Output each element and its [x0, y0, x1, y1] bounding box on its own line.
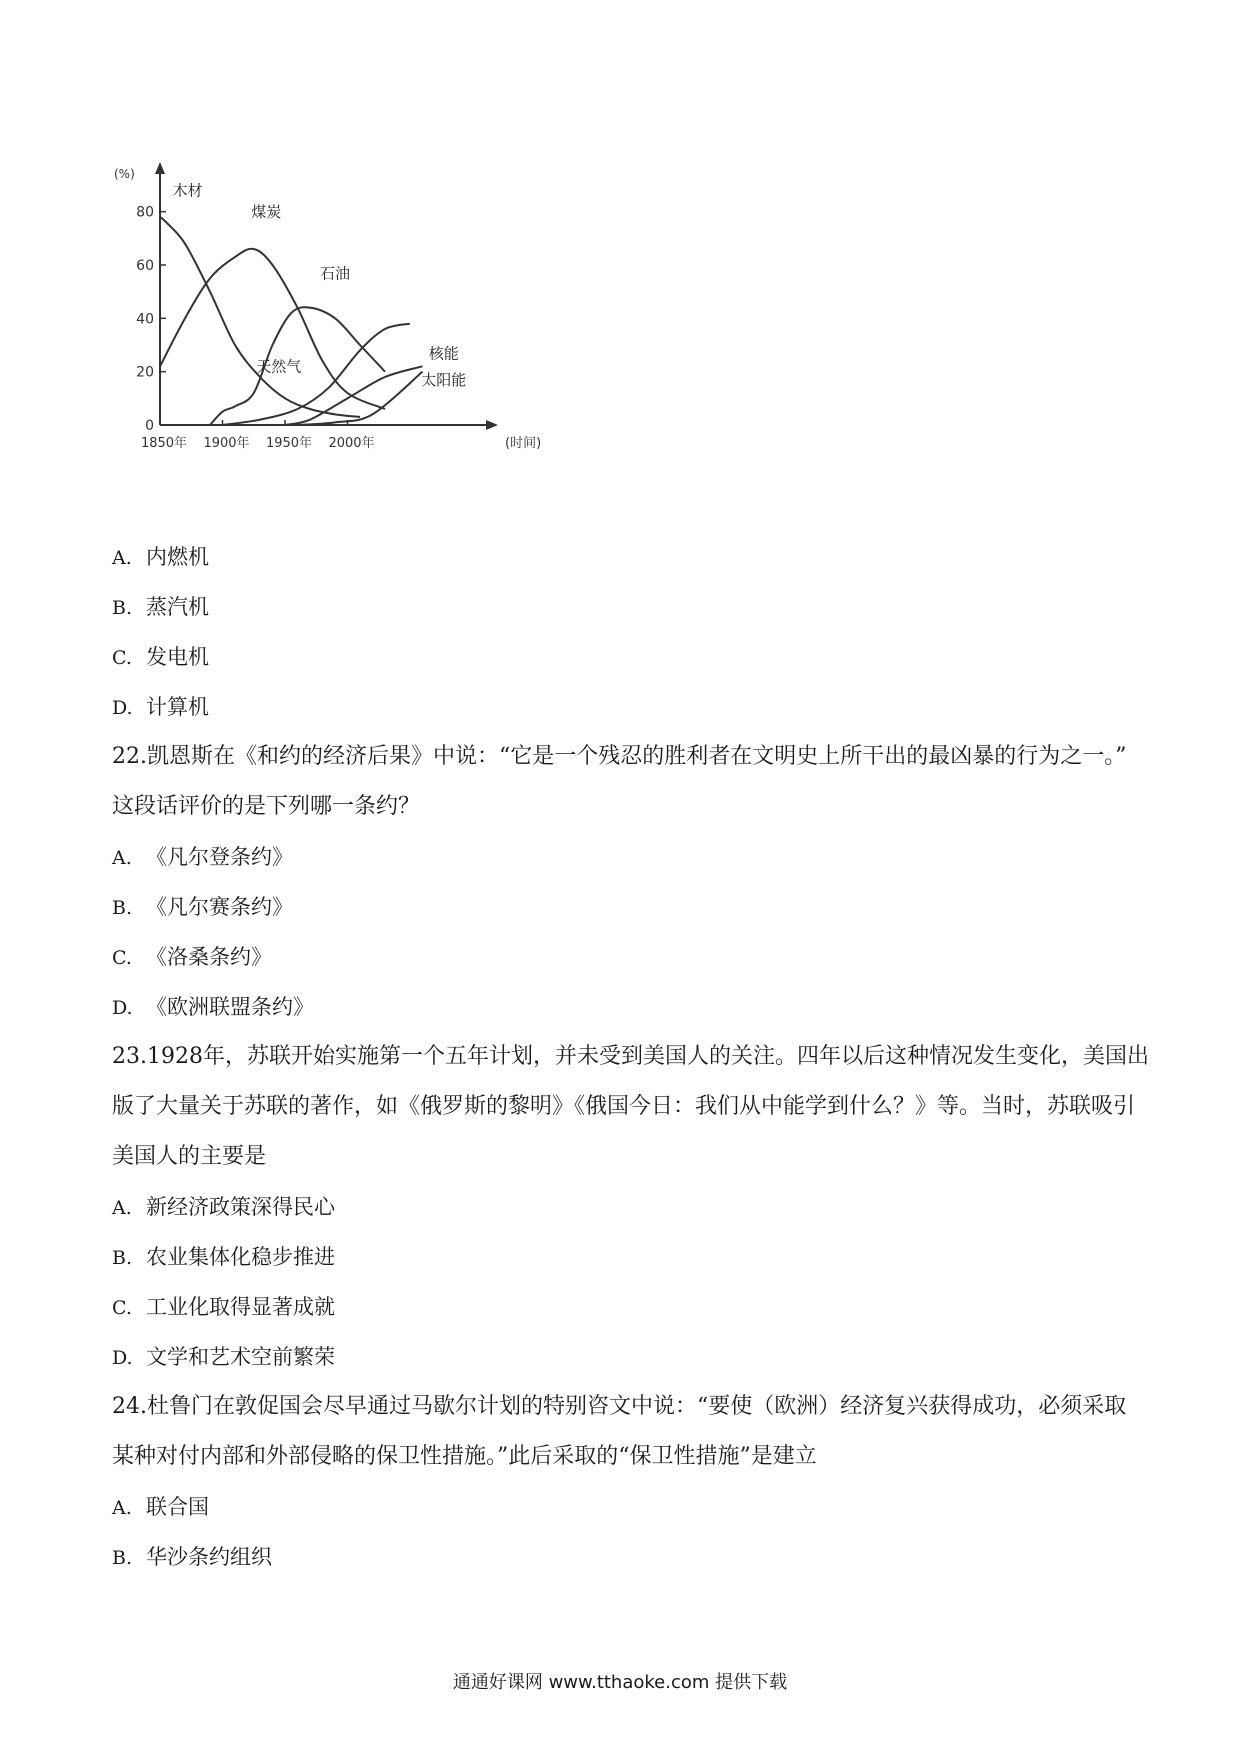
- x-axis-label: (时间): [505, 436, 542, 451]
- option-text: 《凡尔赛条约》: [146, 895, 293, 919]
- question-stem-line: 某种对付内部和外部侵略的保卫性措施。”此后采取的“保卫性措施”是建立: [112, 1444, 817, 1469]
- question-stem-line: 美国人的主要是: [112, 1144, 267, 1169]
- question-23: [112, 1032, 1149, 1382]
- option-text: 联合国: [146, 1495, 209, 1519]
- q22-option: [112, 932, 1132, 982]
- q23-option: [112, 1282, 1132, 1332]
- option-letter: B.: [112, 1547, 133, 1569]
- option-letter: C.: [112, 1297, 132, 1319]
- option-letter: A.: [112, 847, 132, 869]
- q21-option: [112, 532, 1132, 582]
- option-letter: A.: [112, 1197, 132, 1219]
- option-text: 计算机: [146, 695, 209, 719]
- x-axis-arrow: [486, 420, 498, 430]
- q23-option: [112, 1332, 1132, 1382]
- series-label: 太阳能: [421, 371, 467, 389]
- question-22: [112, 732, 1132, 1032]
- x-tick-label: 1850年: [140, 436, 188, 451]
- question-content: [112, 532, 1149, 1582]
- option-text: 工业化取得显著成就: [146, 1295, 335, 1319]
- option-text: 《凡尔登条约》: [146, 845, 293, 869]
- option-text: 华沙条约组织: [146, 1545, 272, 1569]
- option-letter: D.: [112, 1347, 133, 1369]
- x-tick-label: 1950年: [265, 436, 313, 451]
- q21-option: [112, 582, 1132, 632]
- question-stem: [112, 1032, 1149, 1182]
- series-label: 煤炭: [251, 203, 282, 221]
- option-text: 农业集体化稳步推进: [146, 1245, 335, 1269]
- q21-option: [112, 682, 1132, 732]
- q24-option: [112, 1482, 1132, 1532]
- y-tick-label: 80: [136, 204, 154, 221]
- series-label: 木材: [172, 181, 203, 200]
- option-letter: D.: [112, 997, 133, 1019]
- option-letter: C.: [112, 947, 132, 969]
- y-axis-label: (%): [114, 167, 135, 181]
- option-text: 《洛桑条约》: [146, 945, 272, 969]
- q23-option: [112, 1232, 1132, 1282]
- question-stem-line: 这段话评价的是下列哪一条约？: [112, 794, 421, 819]
- q23-option: [112, 1182, 1132, 1232]
- q22-option: [112, 882, 1132, 932]
- series-line-1: [160, 249, 385, 409]
- option-letter: A.: [112, 1497, 132, 1519]
- series-label: 核能: [428, 344, 459, 363]
- y-axis-arrow: [155, 162, 165, 174]
- q21-options: [112, 532, 1132, 732]
- option-letter: B.: [112, 1247, 133, 1269]
- question-stem-line: 22.凯恩斯在《和约的经济后果》中说：“它是一个残忍的胜利者在文明史上所干出的最凶暴的行为之一。”: [112, 744, 1127, 769]
- y-tick-label: 20: [136, 364, 154, 381]
- y-tick-label: 0: [145, 418, 154, 434]
- question-24: [112, 1382, 1132, 1582]
- q22-option: [112, 832, 1132, 882]
- x-tick-label: 2000年: [328, 436, 375, 451]
- series-label: 天然气: [256, 357, 302, 376]
- option-text: 新经济政策深得民心: [146, 1195, 335, 1219]
- series-label: 石油: [319, 264, 351, 283]
- option-text: 发电机: [146, 645, 209, 669]
- option-letter: B.: [112, 597, 133, 619]
- option-text: 蒸汽机: [146, 595, 209, 619]
- question-stem: [112, 732, 1132, 832]
- y-tick-label: 40: [136, 311, 154, 328]
- option-text: 《欧洲联盟条约》: [146, 995, 314, 1019]
- option-text: 文学和艺术空前繁荣: [146, 1345, 335, 1369]
- y-tick-label: 60: [136, 258, 154, 274]
- page-footer: 通通好课网 www.tthaoke.com 提供下载: [452, 1672, 788, 1693]
- chart-svg: [112, 160, 572, 460]
- option-letter: C.: [112, 647, 132, 669]
- option-letter: D.: [112, 697, 133, 719]
- question-stem-line: 版了大量关于苏联的著作，如《俄罗斯的黎明》《俄国今日：我们从中能学到什么？》等。当时，苏联吸引: [112, 1094, 1136, 1119]
- question-stem-line: 23.1928年，苏联开始实施第一个五年计划，并未受到美国人的关注。四年以后这种情况发生变化，美国出: [112, 1044, 1149, 1069]
- option-letter: B.: [112, 897, 133, 919]
- option-letter: A.: [112, 547, 132, 569]
- q24-option: [112, 1532, 1132, 1582]
- q21-option: [112, 632, 1132, 682]
- option-text: 内燃机: [146, 545, 209, 569]
- question-stem-line: 24.杜鲁门在敦促国会尽早通过马歇尔计划的特别咨文中说：“要使（欧洲）经济复兴获得成功，必须采取: [112, 1394, 1127, 1419]
- x-tick-label: 1900年: [203, 436, 250, 451]
- q22-option: [112, 982, 1132, 1032]
- question-stem: [112, 1382, 1132, 1482]
- energy-consumption-chart: [112, 160, 572, 460]
